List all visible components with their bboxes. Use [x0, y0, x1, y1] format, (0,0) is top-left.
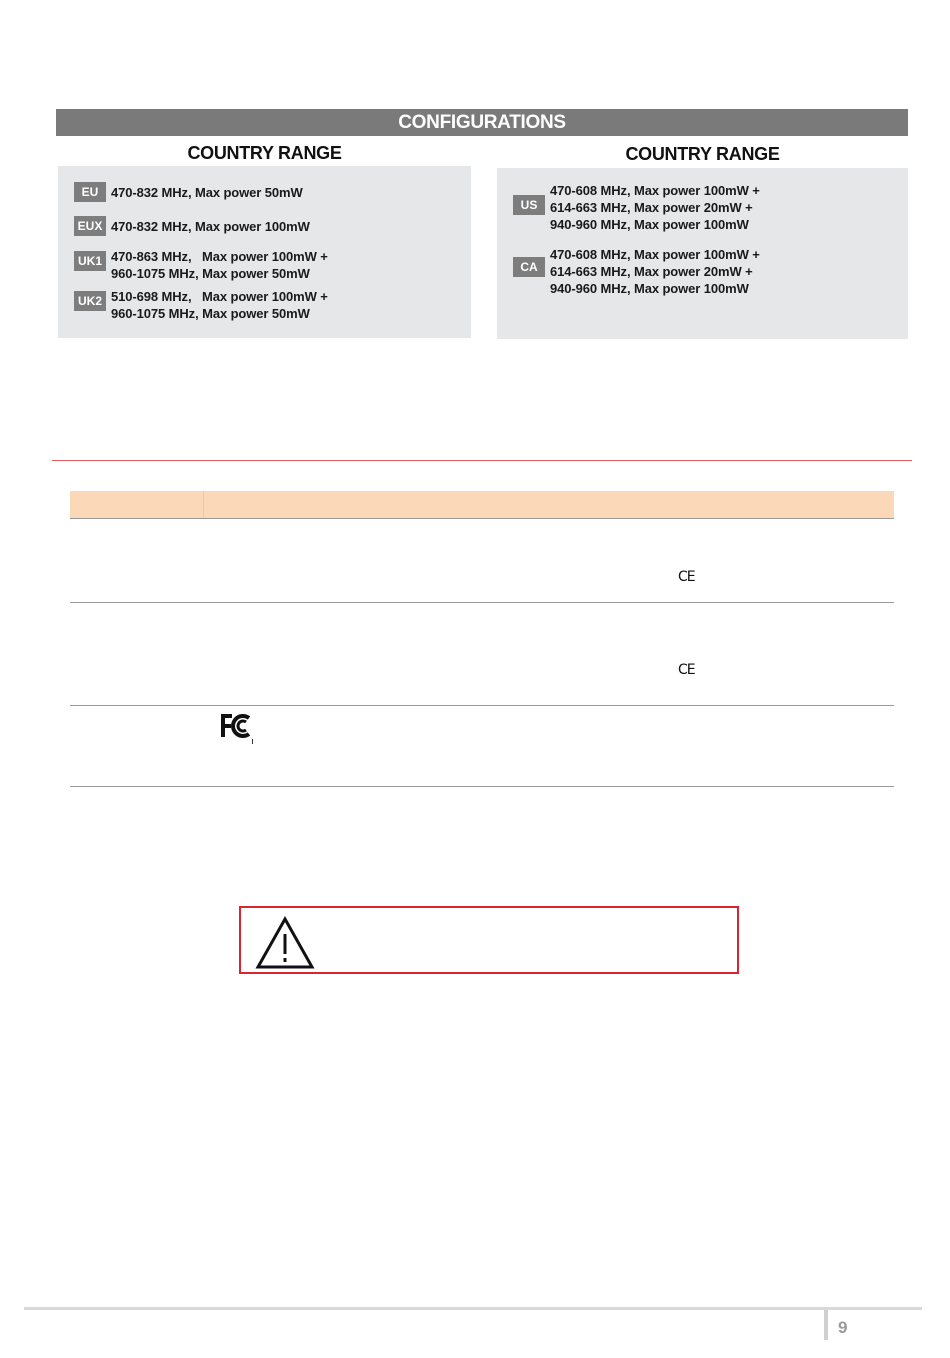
warning-triangle-icon — [255, 915, 315, 971]
range-entry-text: 470-863 MHz, Max power 100mW + 960-1075 MHz, Max power 50mW — [111, 249, 328, 281]
country-code-badge: EU — [74, 182, 106, 202]
range-entry-text: 470-608 MHz, Max power 100mW + 614-663 MHz, Max power 20mW + 940-960 MHz, Max power 100mW — [550, 247, 760, 296]
footer-divider — [24, 1307, 922, 1310]
configurations-header: CONFIGURATIONS — [56, 109, 908, 136]
section-divider — [52, 460, 912, 461]
country-code-badge: UK2 — [74, 291, 106, 311]
fcc-logo-icon — [219, 712, 255, 746]
range-entry-text: 470-832 MHz, Max power 100mW — [111, 219, 310, 234]
header-column-split — [203, 491, 204, 518]
country-code-badge: CA — [513, 257, 545, 277]
table-row-divider — [70, 786, 894, 787]
ce-mark-icon: CE — [678, 569, 695, 585]
range-entry-text: 470-832 MHz, Max power 50mW — [111, 185, 303, 200]
range-entry-eu — [74, 182, 303, 202]
table-row-divider — [70, 602, 894, 603]
country-code-badge: US — [513, 195, 545, 215]
range-entry-uk1 — [74, 248, 328, 282]
range-entry-text: 510-698 MHz, Max power 100mW + 960-1075 MHz, Max power 50mW — [111, 289, 328, 321]
range-entry-text: 470-608 MHz, Max power 100mW + 614-663 MHz, Max power 20mW + 940-960 MHz, Max power 100mW — [550, 183, 760, 232]
ce-mark-icon: CE — [678, 662, 695, 678]
page-number: 9 — [838, 1318, 848, 1337]
range-entry-eux — [74, 216, 310, 236]
compliance-table-header — [70, 491, 894, 519]
country-code-badge: EUX — [74, 216, 106, 236]
country-range-panel-left — [58, 166, 471, 338]
country-range-panel-right — [497, 168, 908, 339]
range-entry-us — [513, 182, 760, 233]
range-entry-ca — [513, 246, 760, 297]
country-range-heading-left: COUNTRY RANGE — [187, 143, 342, 163]
table-row-divider — [70, 705, 894, 706]
country-code-badge: UK1 — [74, 251, 106, 271]
country-range-heading-right: COUNTRY RANGE — [625, 144, 780, 164]
range-entry-uk2 — [74, 288, 328, 322]
footer-page-tick — [824, 1310, 828, 1340]
warning-callout — [239, 906, 739, 974]
